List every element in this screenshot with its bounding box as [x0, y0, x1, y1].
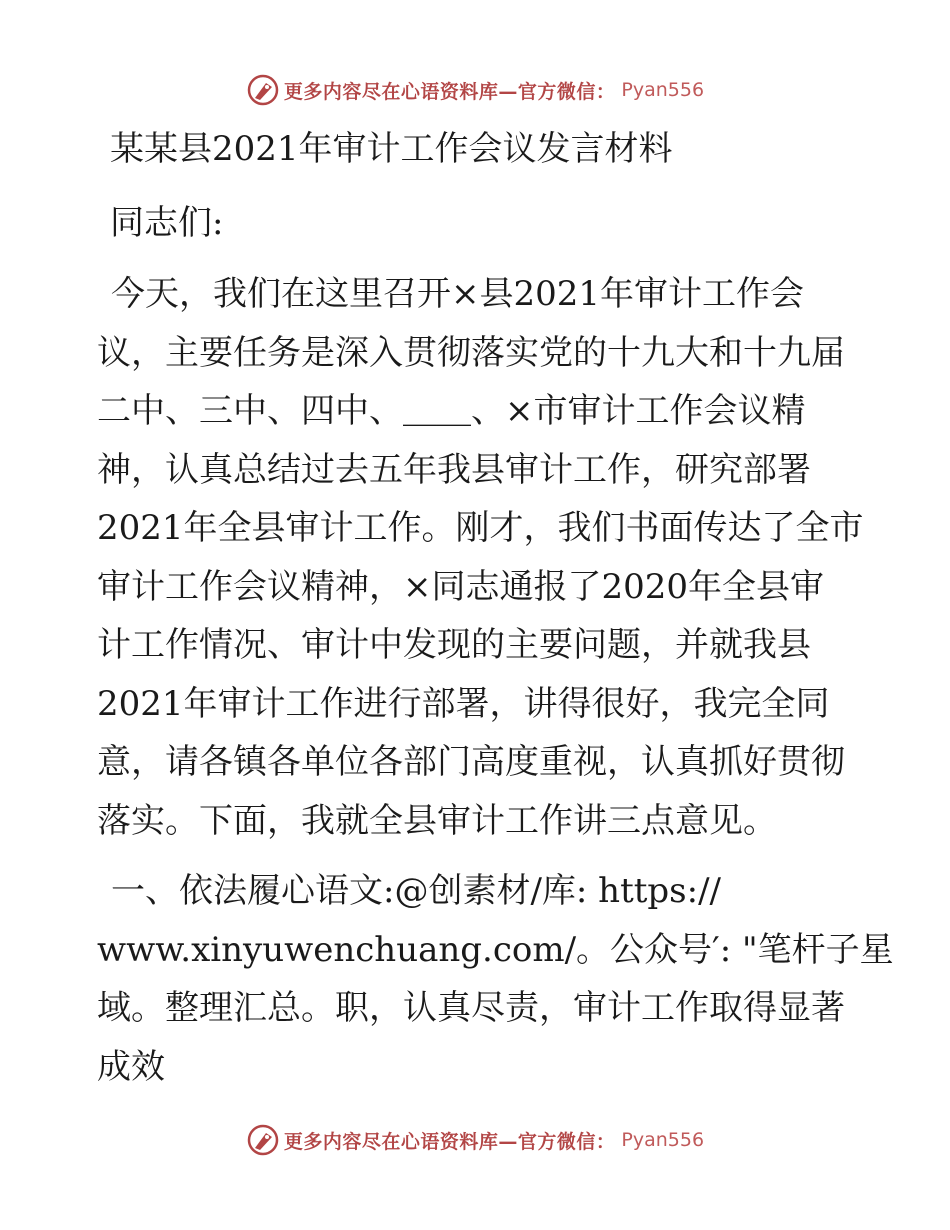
text-line: 意，请各镇各单位各部门高度重视，认真抓好贯彻: [97, 742, 845, 782]
text-line: www.xinyuwenchuang.com/。公众号′: "笔杆子星: [97, 929, 894, 970]
text-line: 审计工作会议精神，×同志通报了2020年全县审: [97, 566, 825, 607]
body-paragraph-1: [97, 265, 864, 850]
text-line: 一、依法履心语文:@创素材/库: https://: [111, 871, 721, 911]
pen-nib-logo-icon: [246, 73, 280, 107]
text-line: 域。整理汇总。职，认真尽责，审计工作取得显著: [97, 988, 845, 1028]
text-line: 今天，我们在这里召开×县2021年审计工作会: [111, 274, 805, 314]
text-line: 议，主要任务是深入贯彻落实党的十九大和十九届: [97, 332, 845, 373]
text-line: 二中、三中、四中、＿＿、×市审计工作会议精: [97, 391, 806, 431]
text-line: 神，认真总结过去五年我县审计工作，研究部署: [97, 449, 811, 490]
watermark-account: Pyan556: [621, 1129, 705, 1151]
pen-nib-logo-icon: [246, 1123, 280, 1157]
text-line: 2021年审计工作进行部署，讲得很好，我完全同: [97, 683, 830, 724]
text-line: 2021年全县审计工作。刚才，我们书面传达了全市: [97, 508, 864, 548]
body-paragraph-2: [97, 862, 894, 1096]
text-line: 成效: [97, 1046, 165, 1087]
footer-watermark: [0, 1120, 950, 1160]
watermark-account: Pyan556: [621, 79, 705, 101]
greeting: 同志们:: [110, 203, 224, 243]
watermark-text: 更多内容尽在心语资料库—官方微信：: [283, 80, 616, 103]
header-watermark: [0, 70, 950, 110]
watermark-text: 更多内容尽在心语资料库—官方微信：: [283, 1130, 616, 1153]
document-title: 某某县2021年审计工作会议发言材料: [110, 129, 673, 169]
text-line: 计工作情况、审计中发现的主要问题，并就我县: [97, 625, 811, 665]
text-line: 落实。下面，我就全县审计工作讲三点意见。: [97, 800, 777, 841]
